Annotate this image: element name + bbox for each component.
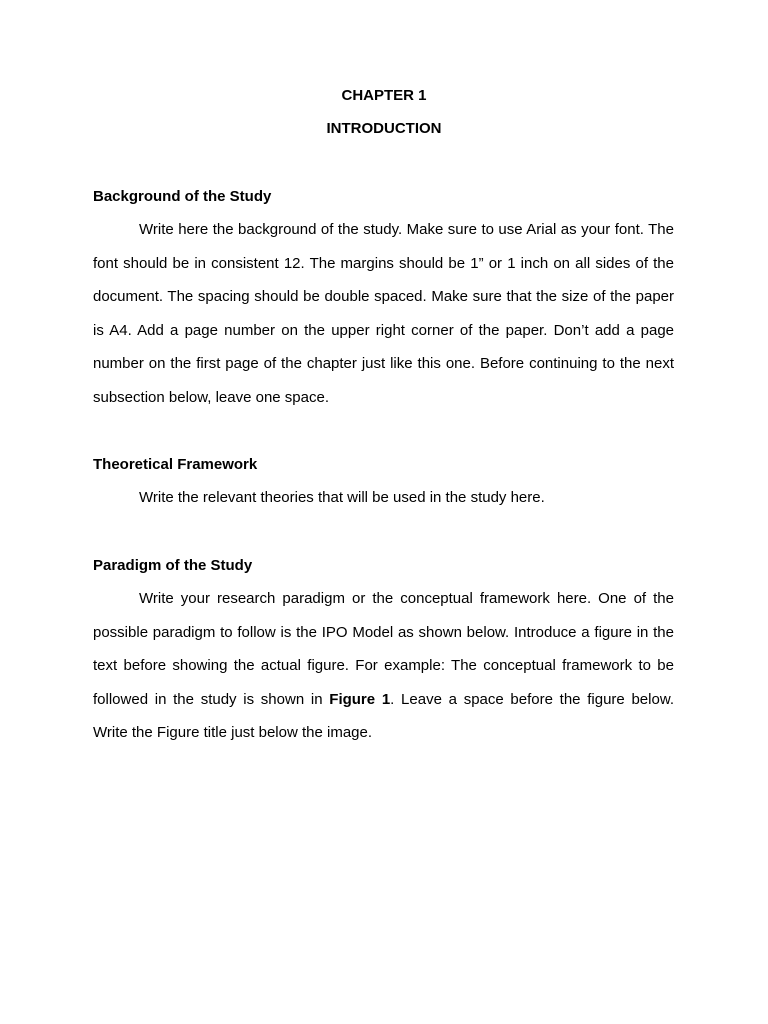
section-paragraph-paradigm — [93, 582, 674, 750]
paragraph-text-after-figure-ref: . Leave a space before the figure below. Write the Figure title just below the image. — [93, 690, 675, 741]
section-paragraph-background: Write here the background of the study. Make sure to use Arial as your font. The font should be in consistent 12. The margins should be 1” or 1 inch on all sides of the document. The spacing should be double spaced. Make sure that the size of the paper is A4. Add a page number on the upper right corner of the paper. Don’t add a page number on the first page of the chapter just like this one. Before continuing to the next subsection below, leave one space. — [93, 221, 674, 406]
figure-reference: Figure 1 — [329, 690, 391, 708]
paragraph-text-before-figure-ref: Write your research paradigm or the conceptual framework here. One of the possible paradigm to follow is the IPO Model as shown below. Introduce a figure in the text before showing the actual figure. For example: The conceptual framework to be followed in the study is shown in — [93, 590, 674, 708]
section-heading-background: Background of the Study — [93, 188, 272, 205]
section-heading-paradigm: Paradigm of the Study — [93, 557, 253, 574]
section-heading-theoretical-framework: Theoretical Framework — [93, 456, 258, 473]
chapter-label: CHAPTER 1 — [341, 87, 427, 104]
section-paragraph-theoretical-framework: Write the relevant theories that will be used in the study here. — [139, 489, 545, 506]
chapter-title: INTRODUCTION — [326, 120, 442, 137]
